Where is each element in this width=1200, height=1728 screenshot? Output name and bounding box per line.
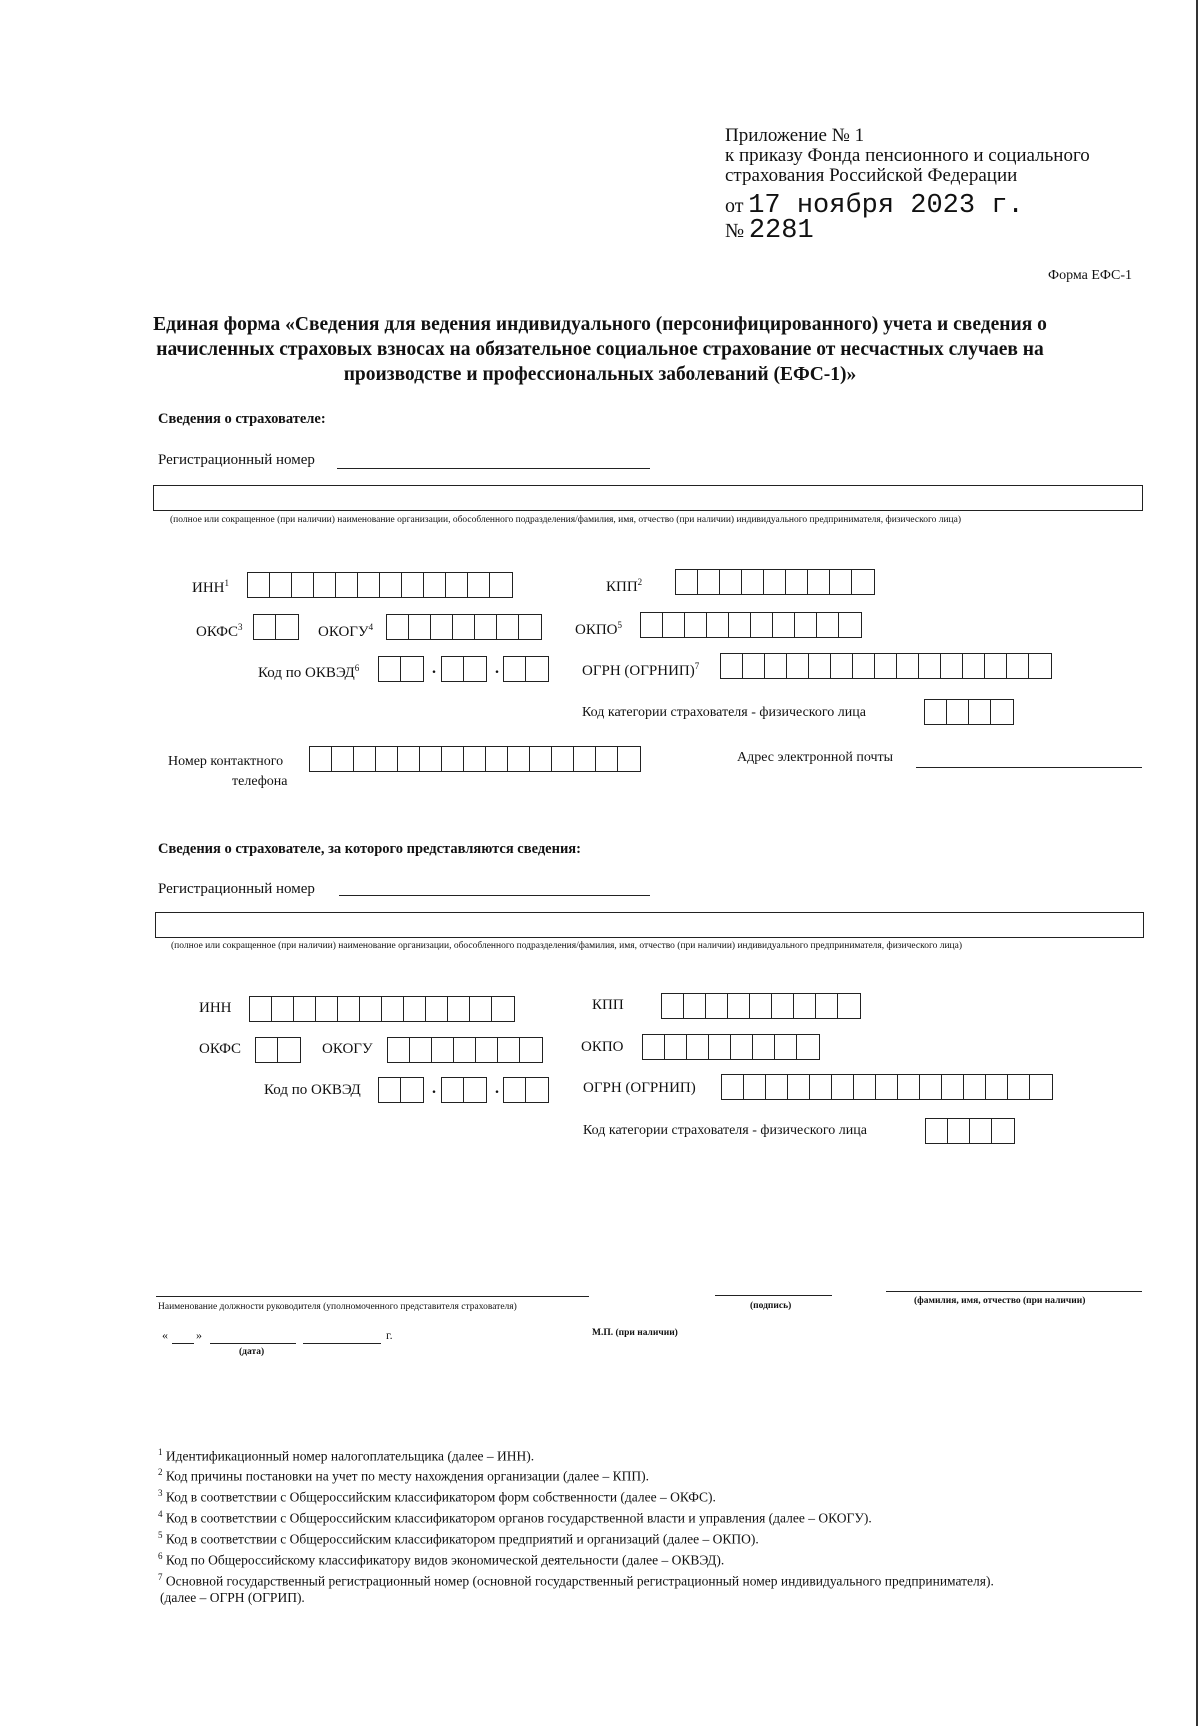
section1-inn-cells[interactable] [247, 572, 513, 598]
section1-phone-label-2: телефона [232, 774, 288, 789]
footnote-7: $^7$ Основной государственный регистрационный номер (основной государственный регистрационный номер индивидуального предпринимателя). [158, 1572, 994, 1589]
footnote-4: $^4$ Код в соответствии с Общероссийским классификатором органов государственной власти и управления (далее – ОКОГУ). [158, 1509, 872, 1526]
order-date-value: 17 ноября 2023 г. [748, 191, 1024, 221]
okved-separator: . [495, 1080, 499, 1097]
section2-kpp-cells[interactable] [661, 993, 861, 1019]
section2-kpp-label: КПП [592, 997, 624, 1013]
section2-reg-number-field[interactable] [339, 895, 650, 896]
section1-heading: Сведения о страхователе: [158, 411, 326, 427]
section2-okved-label: Код по ОКВЭД [264, 1082, 361, 1098]
appendix-line-2: к приказу Фонда пенсионного и социального [725, 145, 1090, 166]
section1-kpp-label: КПП$^2$ [606, 577, 643, 595]
date-close-quote: » [196, 1328, 202, 1342]
date-month-line[interactable] [210, 1343, 296, 1344]
section1-name-field[interactable] [153, 485, 1143, 511]
section2-okfs-label: ОКФС [199, 1041, 242, 1057]
section2-name-hint: (полное или сокращенное (при наличии) наименование организации, обособленного подразделения/фамилия, имя, отчество (при наличии) индивидуального предпринимателя, физического лица) [171, 941, 963, 951]
section1-reg-number-label: Регистрационный номер [158, 452, 315, 468]
section1-kpp-cells[interactable] [675, 569, 875, 595]
section1-okfs-label: ОКФС$^3$ [196, 622, 243, 640]
stamp-hint: М.П. (при наличии) [592, 1328, 678, 1338]
date-day-line[interactable] [172, 1343, 194, 1344]
section2-ogrn-cells[interactable] [721, 1074, 1053, 1100]
section1-phone-cells[interactable] [309, 746, 641, 772]
section2-okved-cells-1[interactable] [378, 1077, 424, 1103]
section1-ogrn-cells[interactable] [720, 653, 1052, 679]
date-hint: (дата) [239, 1347, 265, 1357]
section1-ogrn-label: ОГРН (ОГРНИП)$^7$ [582, 661, 700, 679]
position-line[interactable] [156, 1296, 589, 1297]
section1-email-field[interactable] [916, 767, 1142, 768]
okved-separator: . [432, 1080, 436, 1097]
section1-okogu-label: ОКОГУ$^4$ [318, 622, 374, 640]
footnote-3: $^3$ Код в соответствии с Общероссийским классификатором форм собственности (далее – ОКФС). [158, 1488, 716, 1505]
section1-okved-cells-3[interactable] [503, 656, 549, 682]
section2-okfs-cells[interactable] [255, 1037, 301, 1063]
okved-separator: . [495, 660, 499, 677]
order-number-value: 2281 [748, 216, 814, 246]
section2-heading: Сведения о страхователе, за которого представляются сведения: [158, 841, 581, 857]
signature-hint: (подпись) [750, 1301, 792, 1311]
order-number-prefix: № [725, 220, 745, 242]
section2-okpo-label: ОКПО [581, 1039, 624, 1055]
section2-okpo-cells[interactable] [642, 1034, 820, 1060]
section1-inn-label: ИНН$^1$ [192, 578, 229, 596]
footnote-2: $^2$ Код причины постановки на учет по месту нахождения организации (далее – КПП). [158, 1467, 650, 1484]
section1-okfs-cells[interactable] [253, 614, 299, 640]
section1-okpo-label: ОКПО$^5$ [575, 620, 623, 638]
order-date-prefix: от [725, 195, 744, 217]
section2-category-label: Код категории страхователя - физического лица [583, 1123, 867, 1138]
appendix-block [725, 125, 1090, 246]
section1-reg-number-field[interactable] [337, 468, 650, 469]
date-year-line[interactable] [303, 1343, 381, 1344]
section1-phone-label-1: Номер контактного [168, 754, 284, 769]
footnote-1: $^1$ Идентификационный номер налогоплательщика (далее – ИНН). [158, 1447, 535, 1464]
date-open-quote: « [162, 1328, 168, 1342]
position-hint: Наименование должности руководителя (уполномоченного представителя страхователя) [158, 1302, 517, 1312]
section2-reg-number-label: Регистрационный номер [158, 881, 315, 897]
section2-name-field[interactable] [155, 912, 1144, 938]
section2-inn-cells[interactable] [249, 996, 515, 1022]
section2-okogu-cells[interactable] [387, 1037, 543, 1063]
form-code: Форма ЕФС-1 [1048, 268, 1132, 283]
okved-separator: . [432, 660, 436, 677]
section1-email-label: Адрес электронной почты [737, 750, 894, 765]
section1-category-cells[interactable] [924, 699, 1014, 725]
footnote-6: $^6$ Код по Общероссийскому классификатору видов экономической деятельности (далее – ОКВЭД). [158, 1551, 725, 1568]
fio-hint: (фамилия, имя, отчество (при наличии) [914, 1296, 1086, 1306]
section2-okved-cells-3[interactable] [503, 1077, 549, 1103]
order-date [725, 191, 1090, 221]
section2-okved-cells-2[interactable] [441, 1077, 487, 1103]
section2-inn-label: ИНН [199, 1000, 232, 1016]
fio-line[interactable] [886, 1291, 1142, 1292]
section1-okved-cells-1[interactable] [378, 656, 424, 682]
footnote-5: $^5$ Код в соответствии с Общероссийским классификатором предприятий и организаций (далее – ОКПО). [158, 1530, 759, 1547]
order-number [725, 216, 1090, 246]
section1-okved-label: Код по ОКВЭД$^6$ [258, 663, 360, 681]
section1-category-label: Код категории страхователя - физического лица [582, 705, 866, 720]
form-title: Единая форма «Сведения для ведения индивидуального (персонифицированного) учета и сведения о начисленных страховых взносах на обязательное социальное страхование от несчастных случаев на производстве и профессиональных заболеваний (ЕФС-1)» [153, 314, 1047, 385]
signature-line[interactable] [715, 1295, 832, 1296]
footnote-7-continued: (далее – ОГРН (ОГРИП). [160, 1590, 305, 1605]
year-suffix: г. [386, 1328, 393, 1342]
appendix-line-1: Приложение № 1 [725, 125, 865, 146]
section1-name-hint: (полное или сокращенное (при наличии) наименование организации, обособленного подразделения/фамилия, имя, отчество (при наличии) индивидуального предпринимателя, физического лица) [170, 515, 962, 525]
section2-okogu-label: ОКОГУ [322, 1041, 373, 1057]
section1-okved-cells-2[interactable] [441, 656, 487, 682]
section2-category-cells[interactable] [925, 1118, 1015, 1144]
section1-okpo-cells[interactable] [640, 612, 862, 638]
appendix-line-3: страхования Российской Федерации [725, 165, 1018, 186]
section2-ogrn-label: ОГРН (ОГРНИП) [583, 1080, 696, 1096]
section1-okogu-cells[interactable] [386, 614, 542, 640]
